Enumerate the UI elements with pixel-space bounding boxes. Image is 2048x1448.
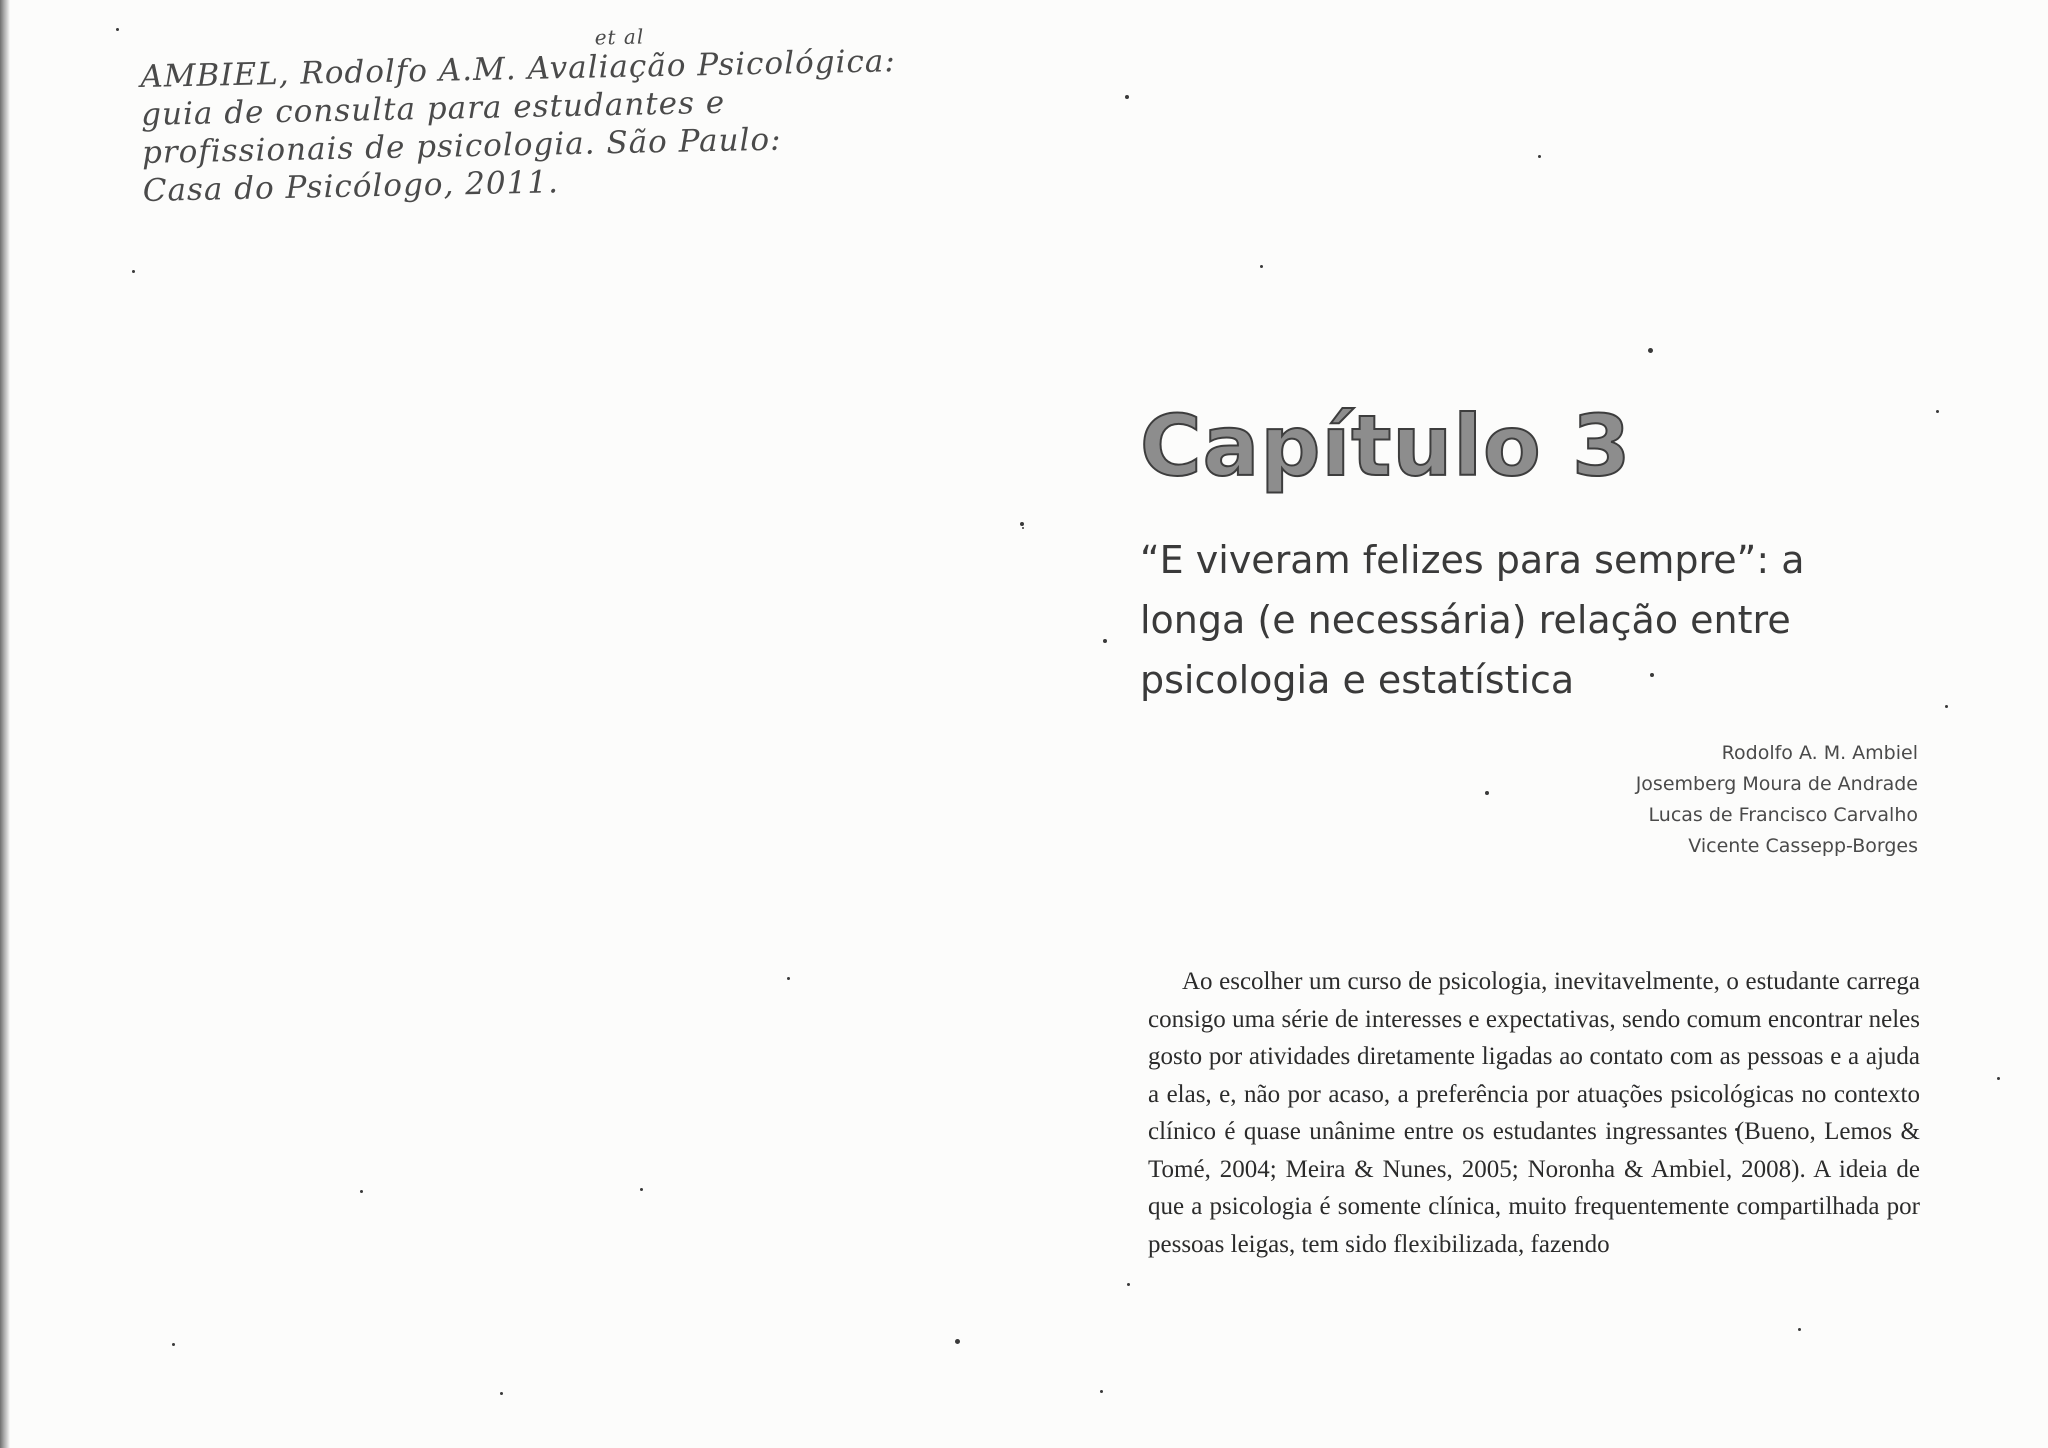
author-name: Lucas de Francisco Carvalho <box>1648 804 1918 826</box>
handwritten-line: profissionais de psicologia. São Paulo: <box>141 121 782 171</box>
author-name: Rodolfo A. M. Ambiel <box>1721 742 1918 764</box>
handwritten-line: Casa do Psicólogo, 2011. <box>142 164 560 209</box>
chapter-subtitle: “E viveram felizes para sempre”: a longa (e necessária) relação entre psicologia e estatística <box>1140 538 1805 702</box>
body-paragraph: Ao escolher um curso de psicologia, inevitavelmente, o estudante carrega consigo uma série de interesses e expectativas, sendo comum encontrar neles gosto por atividades diretamente ligadas ao contato com as pessoas e a ajuda a elas, e, não por acaso, a preferência por atuações psicológicas no contexto clínico é quase unânime entre os estudantes ingressantes (Bueno, Lemos & Tomé, 2004; Meira & Nunes, 2005; Noronha & Ambiel, 2008). A ideia de que a psicologia é somente clínica, muito frequentemente compartilhada por pessoas leigas, tem sido flexibilizada, fazendo <box>1148 968 1920 1258</box>
author-list <box>1500 738 1918 862</box>
author-name: Vicente Cassepp-Borges <box>1688 835 1918 857</box>
author-name: Josemberg Moura de Andrade <box>1635 773 1918 795</box>
handwritten-citation-note <box>140 24 1083 210</box>
handwritten-line: AMBIEL, Rodolfo A.M. Avaliação Psicológica: <box>140 43 897 95</box>
handwritten-superscript: et al <box>594 24 645 50</box>
chapter-title: Capítulo 3 <box>1140 397 1632 495</box>
scan-binding-edge <box>0 0 10 1448</box>
handwritten-line: guia de consulta para estudantes e <box>140 84 726 133</box>
